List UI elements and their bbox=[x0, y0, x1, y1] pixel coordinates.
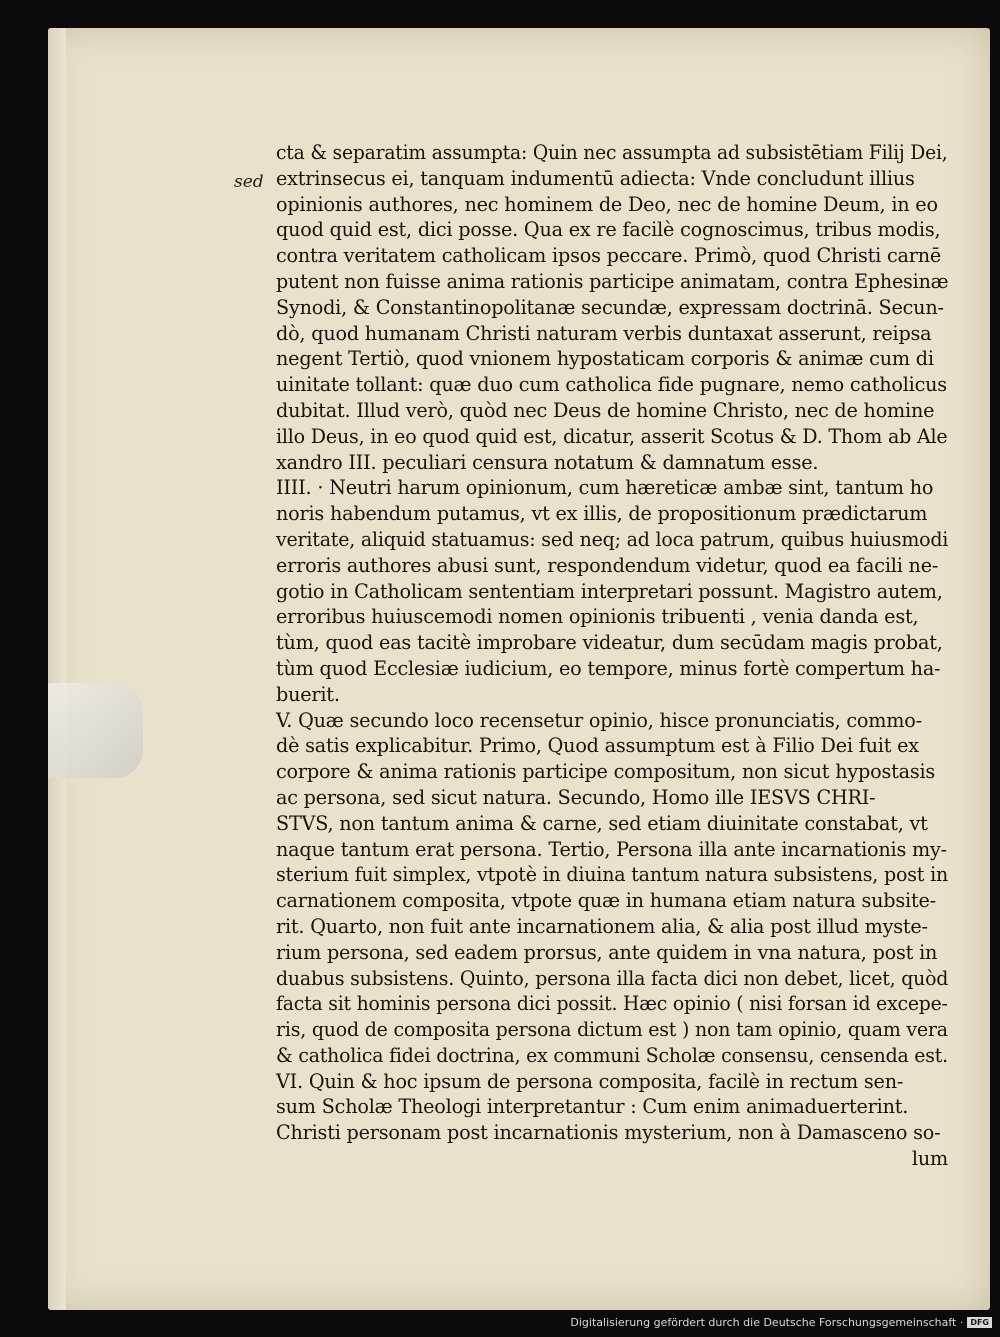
text-line: sterium fuit simplex, vtpotè in diuina tantum natura subsistens, post in bbox=[276, 863, 949, 887]
text-line: Christi personam post incarnationis mysterium, non à Damasceno so- bbox=[276, 1121, 941, 1145]
text-line: xandro III. peculiari censura notatum & damnatum esse. bbox=[276, 450, 819, 474]
text-line: IIII. · Neutri harum opinionum, cum hæreticæ ambæ sint, tantum ho bbox=[276, 476, 934, 500]
text-line: rit. Quarto, non fuit ante incarnationem alia, & alia post illud myste- bbox=[276, 914, 928, 938]
text-line: sum Scholæ Theologi interpretantur : Cum enim animaduerterint. bbox=[276, 1095, 909, 1119]
text-line: rium persona, sed eadem prorsus, ante quidem in vna natura, post in bbox=[276, 940, 938, 964]
text-line: V. Quæ secundo loco recensetur opinio, hisce pronunciatis, commo- bbox=[276, 708, 922, 732]
text-line: dò, quod humanam Christi naturam verbis duntaxat asserunt, reipsa bbox=[276, 321, 932, 345]
text-line: noris habendum putamus, vt ex illis, de propositionum prædictarum bbox=[276, 502, 928, 526]
text-line: & catholica fidei doctrina, ex communi Scholæ consensu, censenda est. bbox=[276, 1043, 948, 1067]
text-line: VI. Quin & hoc ipsum de persona composita, facilè in rectum sen- bbox=[276, 1069, 904, 1093]
footer-credit bbox=[570, 1316, 992, 1329]
text-line: extrinsecus ei, tanquam indumentū adiecta: Vnde concludunt illius bbox=[276, 166, 915, 190]
footer-text: Digitalisierung gefördert durch die Deutsche Forschungsgemeinschaft · bbox=[570, 1316, 964, 1329]
marginal-annotation: sed bbox=[234, 172, 264, 192]
text-line: corpore & anima rationis participe compositum, non sicut hypostasis bbox=[276, 760, 936, 784]
page-holder-tab bbox=[48, 683, 143, 778]
dfg-logo: DFG bbox=[967, 1317, 992, 1328]
text-line: uinitate tollant: quæ duo cum catholica fide pugnare, nemo catholicus bbox=[276, 373, 947, 397]
text-line: carnationem composita, vtpote quæ in humana etiam natura subsite- bbox=[276, 889, 936, 913]
text-line: gotio in Catholicam sententiam interpretari possunt. Magistro autem, bbox=[276, 579, 943, 603]
text-line: ac persona, sed sicut natura. Secundo, Homo ille IESVS CHRI- bbox=[276, 785, 876, 809]
text-line: contra veritatem catholicam ipsos peccare. Primò, quod Christi carnē bbox=[276, 244, 942, 268]
text-line: buerit. bbox=[276, 682, 340, 706]
text-line: cta & separatim assumpta: Quin nec assumpta ad subsistētiam Filij Dei, bbox=[276, 141, 948, 164]
body-text bbox=[276, 140, 948, 1172]
text-line: erroris authores abusi sunt, respondendum videtur, quod ea facili ne- bbox=[276, 553, 939, 577]
page-edge bbox=[48, 28, 66, 1310]
text-line: dubitat. Illud verò, quòd nec Deus de homine Christo, nec de homine bbox=[276, 398, 935, 422]
text-line: quod quid est, dici posse. Qua ex re facilè cognoscimus, tribus modis, bbox=[276, 218, 941, 242]
text-line: erroribus huiuscemodi nomen opinionis tribuenti , venia danda est, bbox=[276, 605, 919, 629]
text-line: naque tantum erat persona. Tertio, Persona illa ante incarnationis my- bbox=[276, 837, 947, 861]
text-line: STVS, non tantum anima & carne, sed etiam diuinitate constabat, vt bbox=[276, 811, 928, 835]
text-line: facta sit hominis persona dici possit. Hæc opinio ( nisi forsan id excepe- bbox=[276, 992, 948, 1016]
text-line: dè satis explicabitur. Primo, Quod assumptum est à Filio Dei fuit ex bbox=[276, 734, 919, 758]
text-line: veritate, aliquid statuamus: sed neq; ad loca patrum, quibus huiusmodi bbox=[276, 527, 949, 551]
text-line: duabus subsistens. Quinto, persona illa facta dici non debet, licet, quòd bbox=[276, 966, 949, 990]
text-line: negent Tertiò, quod vnionem hypostaticam corporis & animæ cum di bbox=[276, 347, 934, 371]
catchword: lum bbox=[911, 1147, 948, 1171]
text-line: Synodi, & Constantinopolitanæ secundæ, expressam doctrinā. Secun- bbox=[276, 295, 944, 319]
book-page bbox=[48, 28, 990, 1310]
text-line: putent non fuisse anima rationis participe animatam, contra Ephesinæ bbox=[276, 269, 949, 293]
text-line: tùm, quod eas tacitè improbare videatur, dum secūdam magis probat, bbox=[276, 631, 943, 655]
text-line: opinionis authores, nec hominem de Deo, nec de homine Deum, in eo bbox=[276, 192, 938, 216]
text-line: illo Deus, in eo quod quid est, dicatur, asserit Scotus & D. Thom ab Ale bbox=[276, 424, 948, 448]
text-line: ris, quod de composita persona dictum est ) non tam opinio, quam vera bbox=[276, 1018, 948, 1042]
text-line: tùm quod Ecclesiæ iudicium, eo tempore, minus fortè compertum ha- bbox=[276, 656, 941, 680]
